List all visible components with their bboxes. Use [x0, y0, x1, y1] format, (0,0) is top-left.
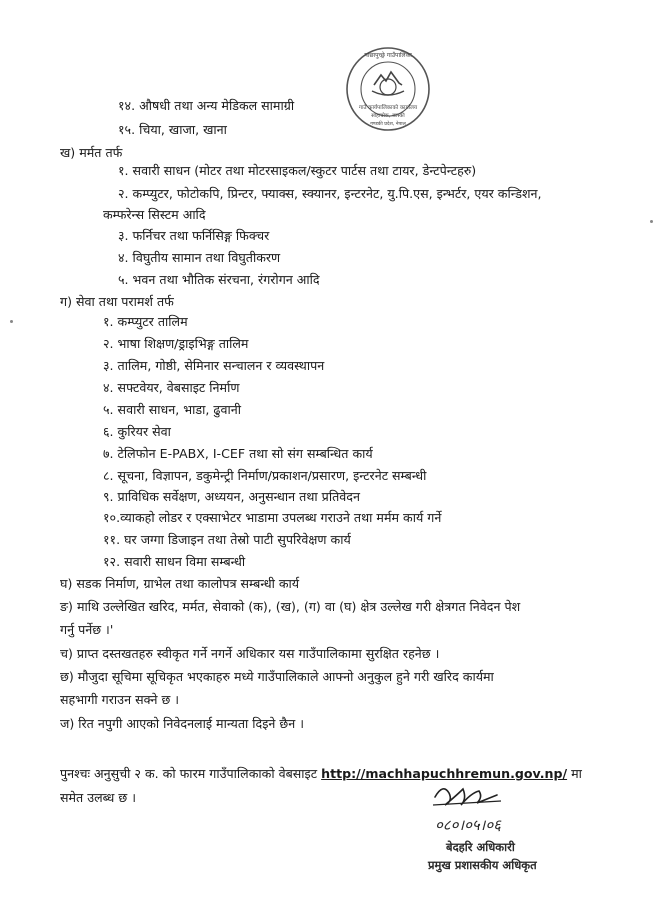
- seal-province-text: गण्डकी प्रदेश, नेपाल: [370, 122, 406, 127]
- list-item: ७. टेलिफोन E-PABX, I-CEF तथा सो संग सम्बन्धित कार्य: [103, 446, 373, 461]
- list-item: २. कम्प्युटर, फोटोकपि, प्रिन्टर, फ्याक्स, स्क्यानर, इन्टरनेट, यु.पि.एस, इन्भर्टर, एयर कन्डिशन,: [118, 186, 542, 201]
- list-item: १५. चिया, खाजा, खाना: [118, 122, 227, 137]
- section-chha-line2: सहभागी गराउन सक्ने छ ।: [60, 692, 180, 707]
- footer-note-line2: समेत उलब्ध छ ।: [60, 790, 136, 805]
- website-link[interactable]: http://machhapuchhremun.gov.np/: [321, 766, 568, 781]
- section-nga-line2: गर्नु पर्नेछ ।': [60, 622, 114, 637]
- list-item: ८. सूचना, विज्ञापन, डकुमेन्ट्री निर्माण/प्रकाशन/प्रसारण, इन्टरनेट सम्बन्धी: [103, 468, 427, 483]
- list-item: कम्फरेन्स सिस्टम आदि: [103, 207, 206, 222]
- section-chha-line1: छ) मौजुदा सूचिमा सूचिकृत भएकाहरु मध्ये गाउँपालिकाले आफ्नो अनुकुल हुने गरी खरिद कार्यमा: [60, 669, 494, 684]
- list-item: ९. प्राविधिक सर्वेक्षण, अध्ययन, अनुसन्धान तथा प्रतिवेदन: [103, 489, 360, 504]
- section-gha: घ) सडक निर्माण, ग्राभेल तथा कालोपत्र सम्बन्धी कार्य: [60, 576, 300, 591]
- office-seal-stamp: [344, 45, 432, 133]
- signatory-name: बेदहरि अधिकारी: [446, 840, 515, 854]
- signatory-title: प्रमुख प्रशासकीय अधिकृत: [428, 858, 537, 872]
- list-item: २. भाषा शिक्षण/ड्राइभिङ्ग तालिम: [103, 336, 249, 351]
- list-item: ११. घर जग्गा डिजाइन तथा तेस्रो पाटी सुपरिवेक्षण कार्य: [103, 532, 351, 547]
- list-item: ६. कुरियर सेवा: [103, 424, 171, 439]
- list-item: १०.व्याकहो लोडर र एक्साभेटर भाडामा उपलब्ध गराउने तथा मर्मम कार्य गर्ने: [103, 510, 442, 525]
- list-item: १. कम्प्युटर तालिम: [103, 314, 188, 329]
- footer-suffix: मा: [571, 766, 582, 781]
- list-item: १४. औषधी तथा अन्य मेडिकल सामाग्री: [118, 98, 295, 113]
- scan-speck: [10, 320, 13, 323]
- list-item: ५. भवन तथा भौतिक संरचना, रंगरोगन आदि: [118, 272, 320, 287]
- list-item: ३. फर्निचर तथा फर्निसिङ्ग फिक्चर: [118, 228, 270, 243]
- section-nga-line1: ङ) माथि उल्लेखित खरिद, मर्मत, सेवाको (क), (ख), (ग) वा (घ) क्षेत्र उल्लेख गरी क्षेत्रगत निवेदन पेश: [60, 599, 521, 614]
- seal-office-text: गाउँ कार्यपालिकाको कार्यालय: [358, 105, 418, 111]
- footer-prefix: पुनश्चः अनुसुची २ क. को फारम गाउँपालिकाको वेबसाइट: [60, 766, 318, 781]
- list-item: १. सवारी साधन (मोटर तथा मोटरसाइकल/स्कुटर पार्टस तथा टायर, डेन्टपेन्टहरु): [118, 163, 477, 178]
- list-item: ४. सफ्टवेयर, वेबसाइट निर्माण: [103, 380, 240, 395]
- seal-place-text: साहाचोक, कास्की: [371, 113, 405, 119]
- list-item: १२. सवारी साधन विमा सम्बन्धी: [103, 554, 246, 569]
- list-item: ५. सवारी साधन, भाडा, ढुवानी: [103, 402, 241, 417]
- section-heading-kha: ख) मर्मत तर्फ: [60, 145, 123, 160]
- scan-speck: [650, 220, 653, 223]
- section-ja: ज) रित नपुगी आएको निवेदनलाई मान्यता दिइने छैन ।: [60, 716, 305, 731]
- list-item: ३. तालिम, गोष्ठी, सेमिनार सन्चालन र व्यवस्थापन: [103, 358, 325, 373]
- section-cha: च) प्राप्त दस्तखतहरु स्वीकृत गर्ने नगर्ने अधिकार यस गाउँपालिकामा सुरक्षित रहनेछ ।: [60, 646, 440, 661]
- seal-ring-text: माछापुच्छ्रे गाउँपालिका: [364, 52, 412, 59]
- list-item: ४. विघुतीय सामान तथा विघुतीकरण: [118, 250, 281, 265]
- signature-date: ०८०।०५।०६: [435, 816, 501, 834]
- section-heading-ga: ग) सेवा तथा परामर्श तर्फ: [60, 294, 174, 309]
